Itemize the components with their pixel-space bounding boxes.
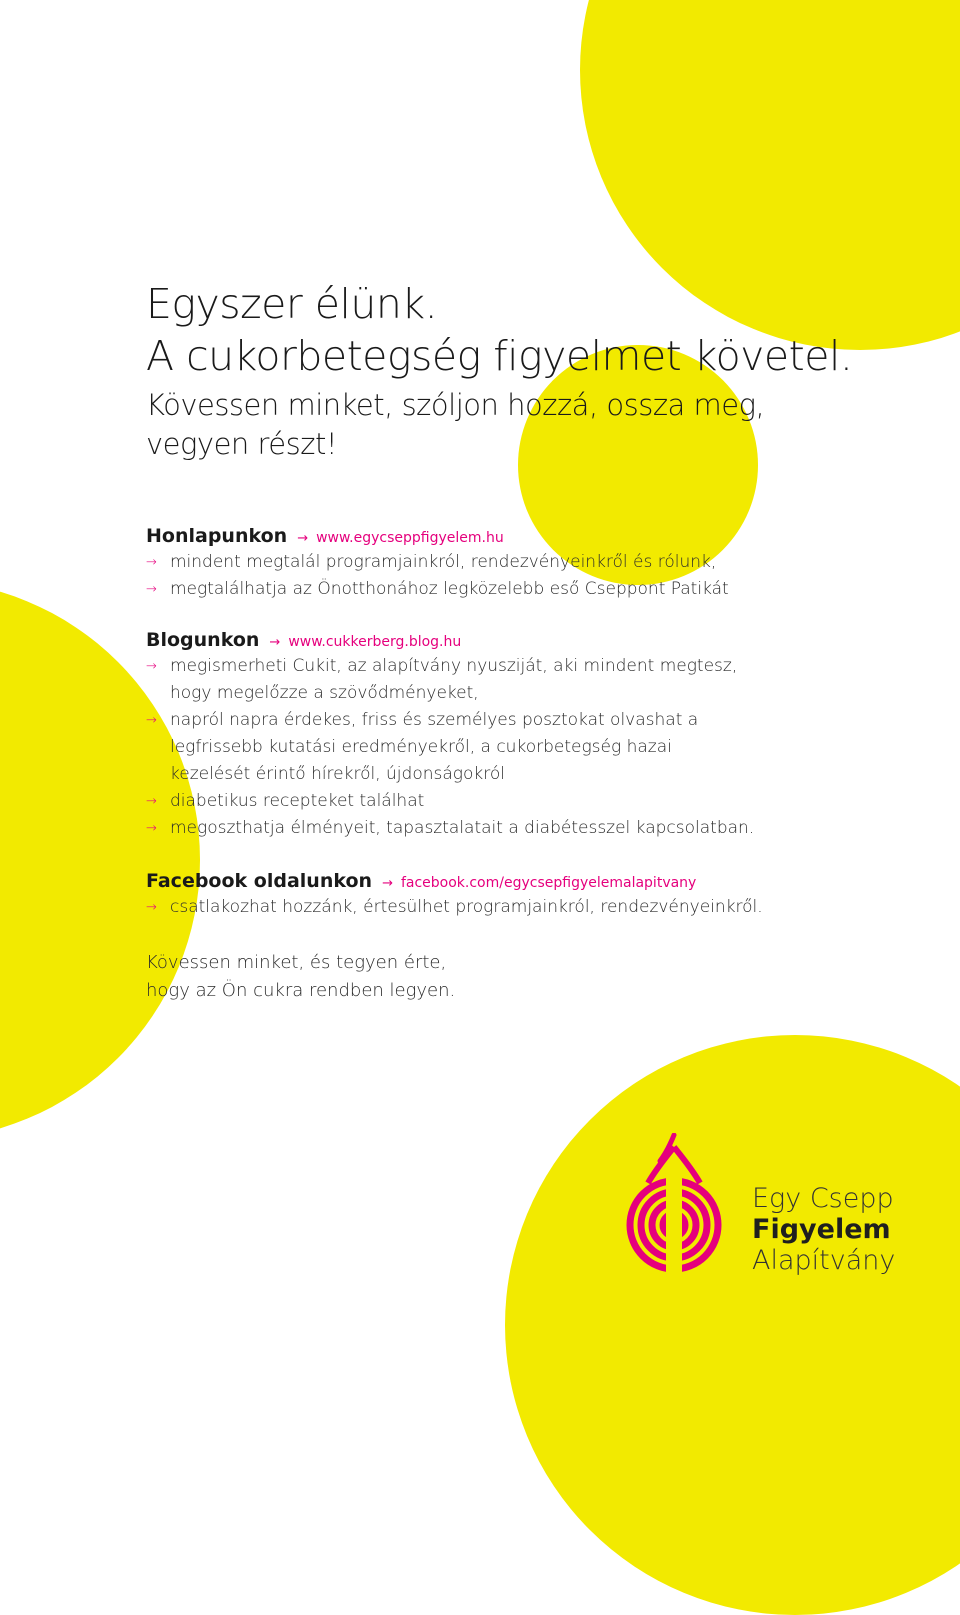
arrow-icon: → xyxy=(146,713,157,728)
headline-line-2: A cukorbetegség figyelmet követel. xyxy=(146,332,853,380)
headline-line-3: Kövessen minket, szóljon hozzá, ossza meg, xyxy=(146,388,765,422)
logo-text xyxy=(752,1183,895,1276)
closing-line-2: hogy az Ön cukra rendben legyen. xyxy=(146,980,456,1001)
blog-link[interactable]: www.cukkerberg.blog.hu xyxy=(288,634,462,650)
website-bullets xyxy=(146,549,886,603)
list-item: → mindent megtalál programjainkról, rendezvényeinkről és rólunk, xyxy=(146,549,886,576)
logo-line-1: Egy Csepp xyxy=(752,1183,894,1214)
section-header xyxy=(146,525,886,547)
decor-circle-bottom xyxy=(505,1035,960,1615)
list-item: → megismerheti Cukit, az alapítvány nyusziját, aki mindent megtesz, hogy megelőzze a szövődményeket, xyxy=(146,653,756,707)
drop-spiral-icon xyxy=(626,1133,722,1273)
arrow-icon: → xyxy=(146,659,157,674)
section-website xyxy=(146,525,886,603)
section-title-website: Honlapunkon xyxy=(146,525,288,547)
headline-line-4: vegyen részt! xyxy=(146,427,337,461)
list-item: → megoszthatja élményeit, tapasztalatait a diabétesszel kapcsolatban. xyxy=(146,815,756,842)
arrow-icon: → xyxy=(297,531,309,546)
logo-line-2: Figyelem xyxy=(752,1214,891,1245)
section-facebook xyxy=(146,870,886,921)
headline xyxy=(146,278,886,464)
arrow-icon: → xyxy=(146,900,157,915)
closing-line-1: Kövessen minket, és tegyen érte, xyxy=(146,952,447,973)
facebook-link[interactable]: facebook.com/egycsepfigyelemalapitvany xyxy=(400,875,697,891)
arrow-icon: → xyxy=(146,794,157,809)
facebook-bullets xyxy=(146,894,886,921)
section-header xyxy=(146,870,886,892)
section-title-blog: Blogunkon xyxy=(146,629,260,651)
website-link[interactable]: www.egycseppfigyelem.hu xyxy=(316,530,504,546)
section-title-facebook: Facebook oldalunkon xyxy=(146,870,373,892)
list-item: → napról napra érdekes, friss és személyes posztokat olvashat a legfrissebb kutatási eredményekről, a cukorbetegség hazai kezelését érintő hírekről, újdonságokról xyxy=(146,707,756,788)
main-content xyxy=(146,278,886,1005)
section-blog xyxy=(146,629,886,842)
list-item: → diabetikus recepteket találhat xyxy=(146,788,756,815)
list-item: → csatlakozhat hozzánk, értesülhet programjainkról, rendezvényeinkről. xyxy=(146,894,886,921)
section-header xyxy=(146,629,886,651)
arrow-icon: → xyxy=(382,876,393,891)
arrow-icon: → xyxy=(269,635,281,650)
closing-text xyxy=(146,949,886,1005)
list-item: → megtalálhatja az Önotthonához legközelebb eső Cseppont Patikát xyxy=(146,576,886,603)
headline-line-1: Egyszer élünk. xyxy=(146,280,438,328)
arrow-icon: → xyxy=(146,821,157,836)
blog-bullets xyxy=(146,653,756,842)
arrow-icon: → xyxy=(146,582,157,597)
logo-line-3: Alapítvány xyxy=(752,1245,896,1276)
arrow-icon: → xyxy=(146,555,157,570)
